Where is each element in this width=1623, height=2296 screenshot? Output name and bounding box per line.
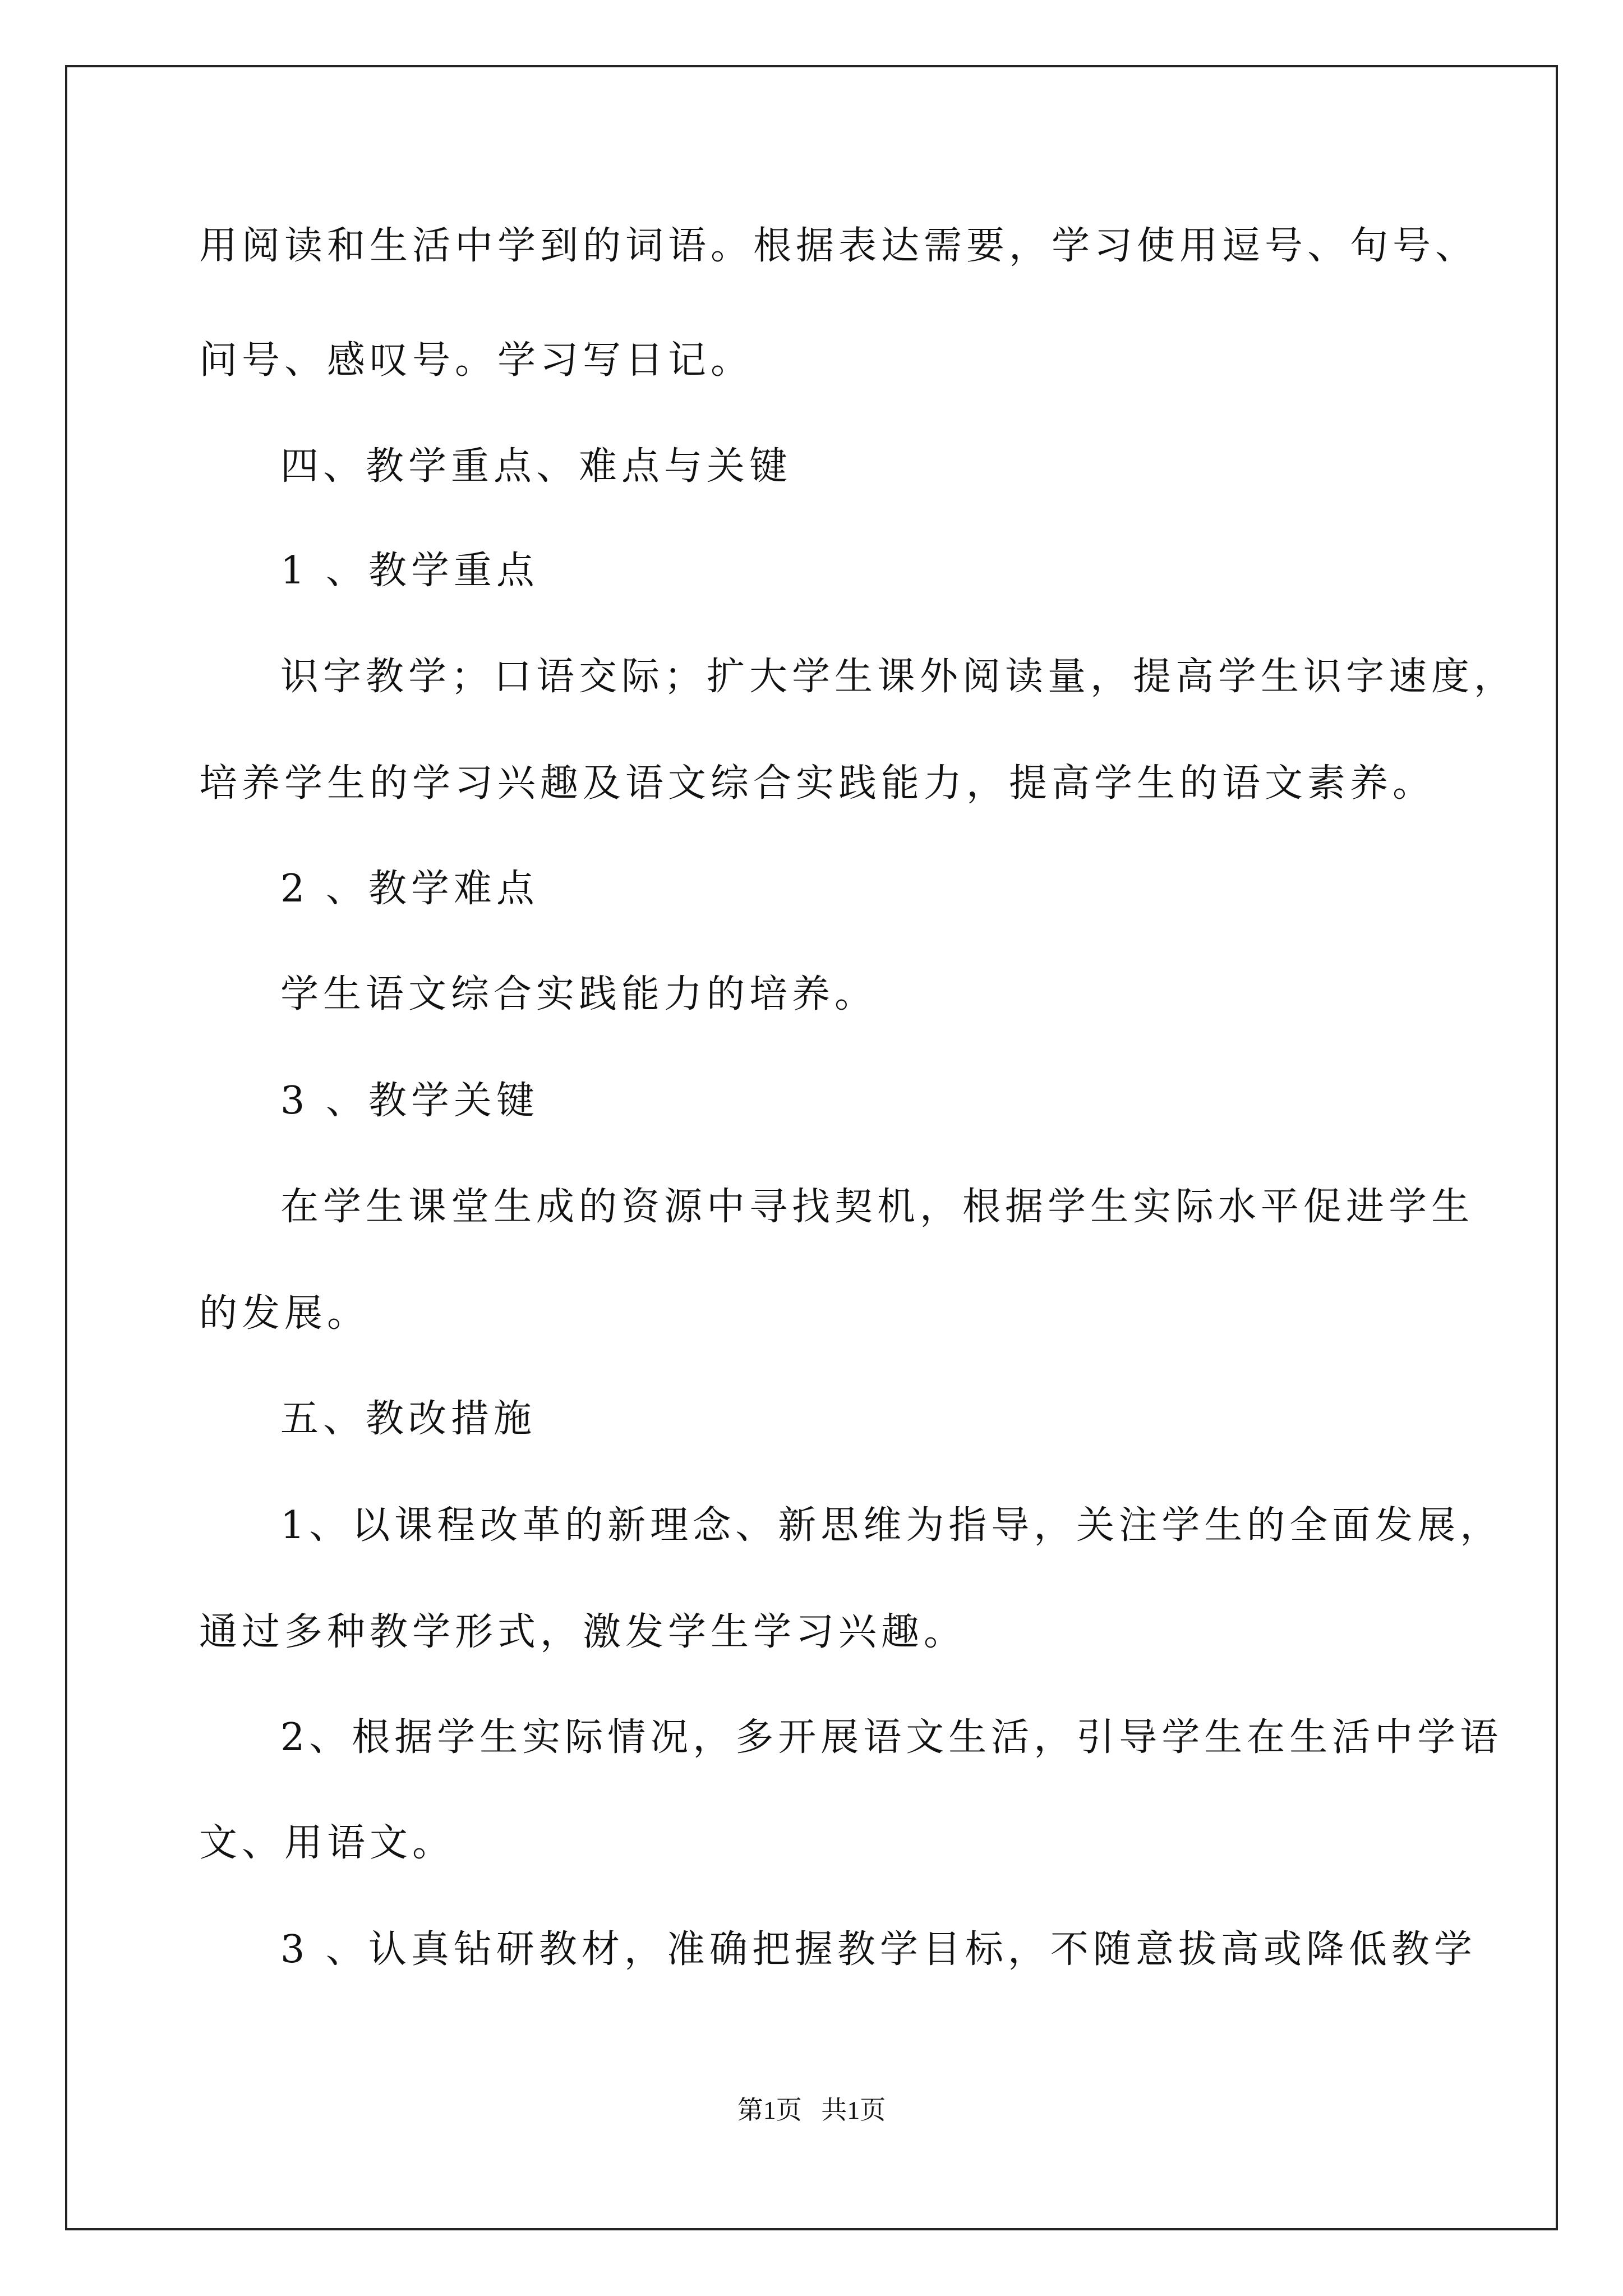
text-line: 识字教学；口语交际；扩大学生课外阅读量，提高学生识字速度，	[280, 655, 1517, 699]
subsection-heading: 3 、教学关键	[280, 1079, 539, 1123]
text-line: 学生语文综合实践能力的培养。	[280, 972, 878, 1016]
text-line: 用阅读和生活中学到的词语。根据表达需要，学习使用逗号、句号、	[199, 224, 1478, 268]
text-line: 3 、认真钻研教材，准确把握教学目标，不随意拔高或降低教学	[280, 1927, 1477, 1972]
text-line: 1、以课程改革的新理念、新思维为指导，关注学生的全面发展，	[280, 1503, 1503, 1548]
page-number-footer: 第1页 共1页	[737, 2096, 886, 2124]
page-border	[65, 65, 1558, 2230]
text-line: 文、用语文。	[199, 1821, 455, 1865]
section-heading: 五、教改措施	[280, 1397, 537, 1441]
subsection-heading: 2 、教学难点	[280, 867, 539, 911]
subsection-heading: 1 、教学重点	[280, 549, 539, 593]
text-line: 的发展。	[199, 1291, 370, 1336]
section-heading: 四、教学重点、难点与关键	[280, 444, 792, 489]
text-line: 问号、感叹号。学习写日记。	[199, 338, 754, 383]
text-line: 在学生课堂生成的资源中寻找契机，根据学生实际水平促进学生	[280, 1185, 1474, 1229]
text-line: 培养学生的学习兴趣及语文综合实践能力，提高学生的语文素养。	[199, 761, 1436, 806]
text-line: 通过多种教学形式，激发学生学习兴趣。	[199, 1610, 967, 1654]
text-line: 2、根据学生实际情况，多开展语文生活，引导学生在生活中学语	[280, 1715, 1503, 1760]
